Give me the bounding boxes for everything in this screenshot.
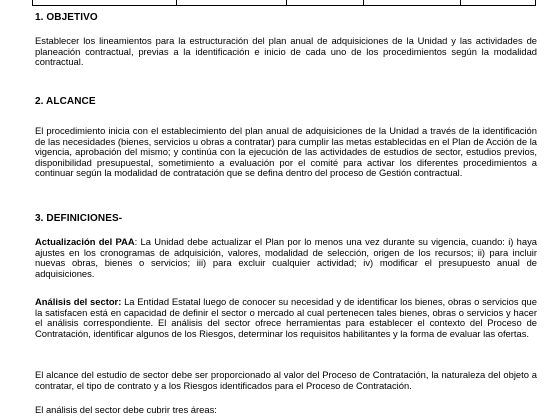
section-heading-definiciones: 3. DEFINICIONES- xyxy=(35,213,123,224)
tres-areas-paragraph: El análisis del sector debe cubrir tres áreas: xyxy=(35,404,217,415)
table-column-divider xyxy=(460,0,461,5)
definition-analisis-sector xyxy=(35,297,537,339)
alcance-paragraph: El procedimiento inicia con el establecimiento del plan anual de adquisiciones de la Unidad a través de la identificación de las necesidades (bienes, servicios u obras a contratar) para cumplir las metas establecidas en el Plan de Acción de la vigencia, aprobación del mismo; y continúa con la ejecución de las actividades de estudios de sector, estudios previos, disponibilidad presupuestal, sometimiento a evaluación por el comité para activar los diferentes procedimientos a continuar según la modalidad de contratación que se defina dentro del proceso de Gestión contractual. xyxy=(35,125,537,179)
definition-text: : La Unidad debe actualizar el Plan por lo menos una vez durante su vigencia, cuando: i) haya ajustes en los cronogramas de adquisición, valores, modalidad de selección, origen de los recursos; ii) para incluir nuevas obras, bienes o servicios; iii) para excluir cualquier actividad; iv) modificar el presupuesto anual de adquisiciones. xyxy=(35,236,538,279)
section-heading-alcance: 2. ALCANCE xyxy=(35,96,96,107)
alcance-estudio-paragraph: El alcance del estudio de sector debe ser proporcionado al valor del Proceso de Contratación, la naturaleza del objeto a contratar, el tipo de contrato y a los Riesgos identificados para el Proceso de Contratación. xyxy=(35,369,537,391)
definition-text: La Entidad Estatal luego de conocer su necesidad y de identificar los bienes, obras o servicios que la satisfacen está en capacidad de definir el sector o mercado al cual pertenecen tales bienes, obras o servicios y hacer el análisis correspondiente. El análisis del sector ofrece herramientas para establecer el contexto del Proceso de Contratación, identificar algunos de los Riesgos, determinar los requisitos habilitantes y la forma de evaluar las ofertas. xyxy=(35,296,537,339)
table-column-divider xyxy=(363,0,364,5)
definition-term: Actualización del PAA xyxy=(35,236,135,247)
definition-actualizacion-paa xyxy=(35,237,537,279)
table-column-divider xyxy=(286,0,287,5)
definition-term: Análisis del sector: xyxy=(35,296,122,307)
objetivo-paragraph: Establecer los lineamientos para la estructuración del plan anual de adquisiciones de la Unidad y las actividades de planeación contractual, previas a la identificación e inicio de cada uno de los procedimientos según la modalidad contractual. xyxy=(35,35,537,68)
table-column-divider xyxy=(176,0,177,5)
section-heading-objetivo: 1. OBJETIVO xyxy=(35,12,98,23)
table-bottom-edge xyxy=(32,0,536,6)
